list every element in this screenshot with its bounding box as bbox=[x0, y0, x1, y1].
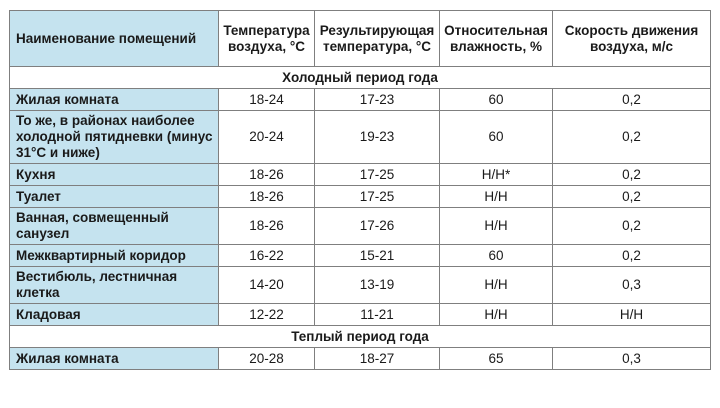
relative-humidity: Н/Н bbox=[440, 208, 553, 245]
air-speed: 0,2 bbox=[553, 164, 711, 186]
room-name: Жилая комната bbox=[10, 348, 219, 370]
air-speed: 0,3 bbox=[553, 267, 711, 304]
relative-humidity: Н/Н* bbox=[440, 164, 553, 186]
table-row bbox=[10, 89, 711, 111]
air-temperature: 18-26 bbox=[219, 164, 315, 186]
table-container bbox=[9, 10, 711, 370]
microclimate-table bbox=[9, 10, 711, 370]
air-temperature: 16-22 bbox=[219, 245, 315, 267]
section-row-cold bbox=[10, 67, 711, 89]
air-speed: 0,2 bbox=[553, 245, 711, 267]
room-name: Кладовая bbox=[10, 304, 219, 326]
header-relative-humidity: Относительная влажность, % bbox=[440, 11, 553, 67]
table-row bbox=[10, 186, 711, 208]
resulting-temperature: 17-25 bbox=[315, 186, 440, 208]
section-row-warm bbox=[10, 326, 711, 348]
room-name: То же, в районах наиболее холодной пятидневки (минус 31°С и ниже) bbox=[10, 111, 219, 164]
resulting-temperature: 18-27 bbox=[315, 348, 440, 370]
resulting-temperature: 17-25 bbox=[315, 164, 440, 186]
relative-humidity: 65 bbox=[440, 348, 553, 370]
room-name: Вестибюль, лестничная клетка bbox=[10, 267, 219, 304]
relative-humidity: Н/Н bbox=[440, 186, 553, 208]
header-resulting-temperature: Результирующая температура, °С bbox=[315, 11, 440, 67]
table-row bbox=[10, 164, 711, 186]
air-temperature: 18-26 bbox=[219, 186, 315, 208]
table-row bbox=[10, 348, 711, 370]
room-name: Ванная, совмещенный санузел bbox=[10, 208, 219, 245]
air-temperature: 20-28 bbox=[219, 348, 315, 370]
resulting-temperature: 17-23 bbox=[315, 89, 440, 111]
header-row bbox=[10, 11, 711, 67]
table-row bbox=[10, 304, 711, 326]
relative-humidity: 60 bbox=[440, 245, 553, 267]
table-row bbox=[10, 267, 711, 304]
air-temperature: 18-24 bbox=[219, 89, 315, 111]
resulting-temperature: 13-19 bbox=[315, 267, 440, 304]
air-temperature: 18-26 bbox=[219, 208, 315, 245]
air-speed: 0,2 bbox=[553, 111, 711, 164]
section-title: Теплый период года bbox=[10, 326, 711, 348]
resulting-temperature: 11-21 bbox=[315, 304, 440, 326]
air-speed: Н/Н bbox=[553, 304, 711, 326]
air-speed: 0,2 bbox=[553, 186, 711, 208]
table-row bbox=[10, 208, 711, 245]
room-name: Жилая комната bbox=[10, 89, 219, 111]
resulting-temperature: 17-26 bbox=[315, 208, 440, 245]
relative-humidity: Н/Н bbox=[440, 267, 553, 304]
air-speed: 0,2 bbox=[553, 208, 711, 245]
header-room-name: Наименование помещений bbox=[10, 11, 219, 67]
air-speed: 0,2 bbox=[553, 89, 711, 111]
air-temperature: 20-24 bbox=[219, 111, 315, 164]
table-row bbox=[10, 245, 711, 267]
air-speed: 0,3 bbox=[553, 348, 711, 370]
room-name: Межквартирный коридор bbox=[10, 245, 219, 267]
air-temperature: 14-20 bbox=[219, 267, 315, 304]
relative-humidity: 60 bbox=[440, 111, 553, 164]
header-air-speed: Скорость движения воздуха, м/с bbox=[553, 11, 711, 67]
relative-humidity: Н/Н bbox=[440, 304, 553, 326]
room-name: Туалет bbox=[10, 186, 219, 208]
air-temperature: 12-22 bbox=[219, 304, 315, 326]
resulting-temperature: 15-21 bbox=[315, 245, 440, 267]
section-title: Холодный период года bbox=[10, 67, 711, 89]
header-air-temperature: Температура воздуха, °С bbox=[219, 11, 315, 67]
table-row bbox=[10, 111, 711, 164]
resulting-temperature: 19-23 bbox=[315, 111, 440, 164]
room-name: Кухня bbox=[10, 164, 219, 186]
relative-humidity: 60 bbox=[440, 89, 553, 111]
